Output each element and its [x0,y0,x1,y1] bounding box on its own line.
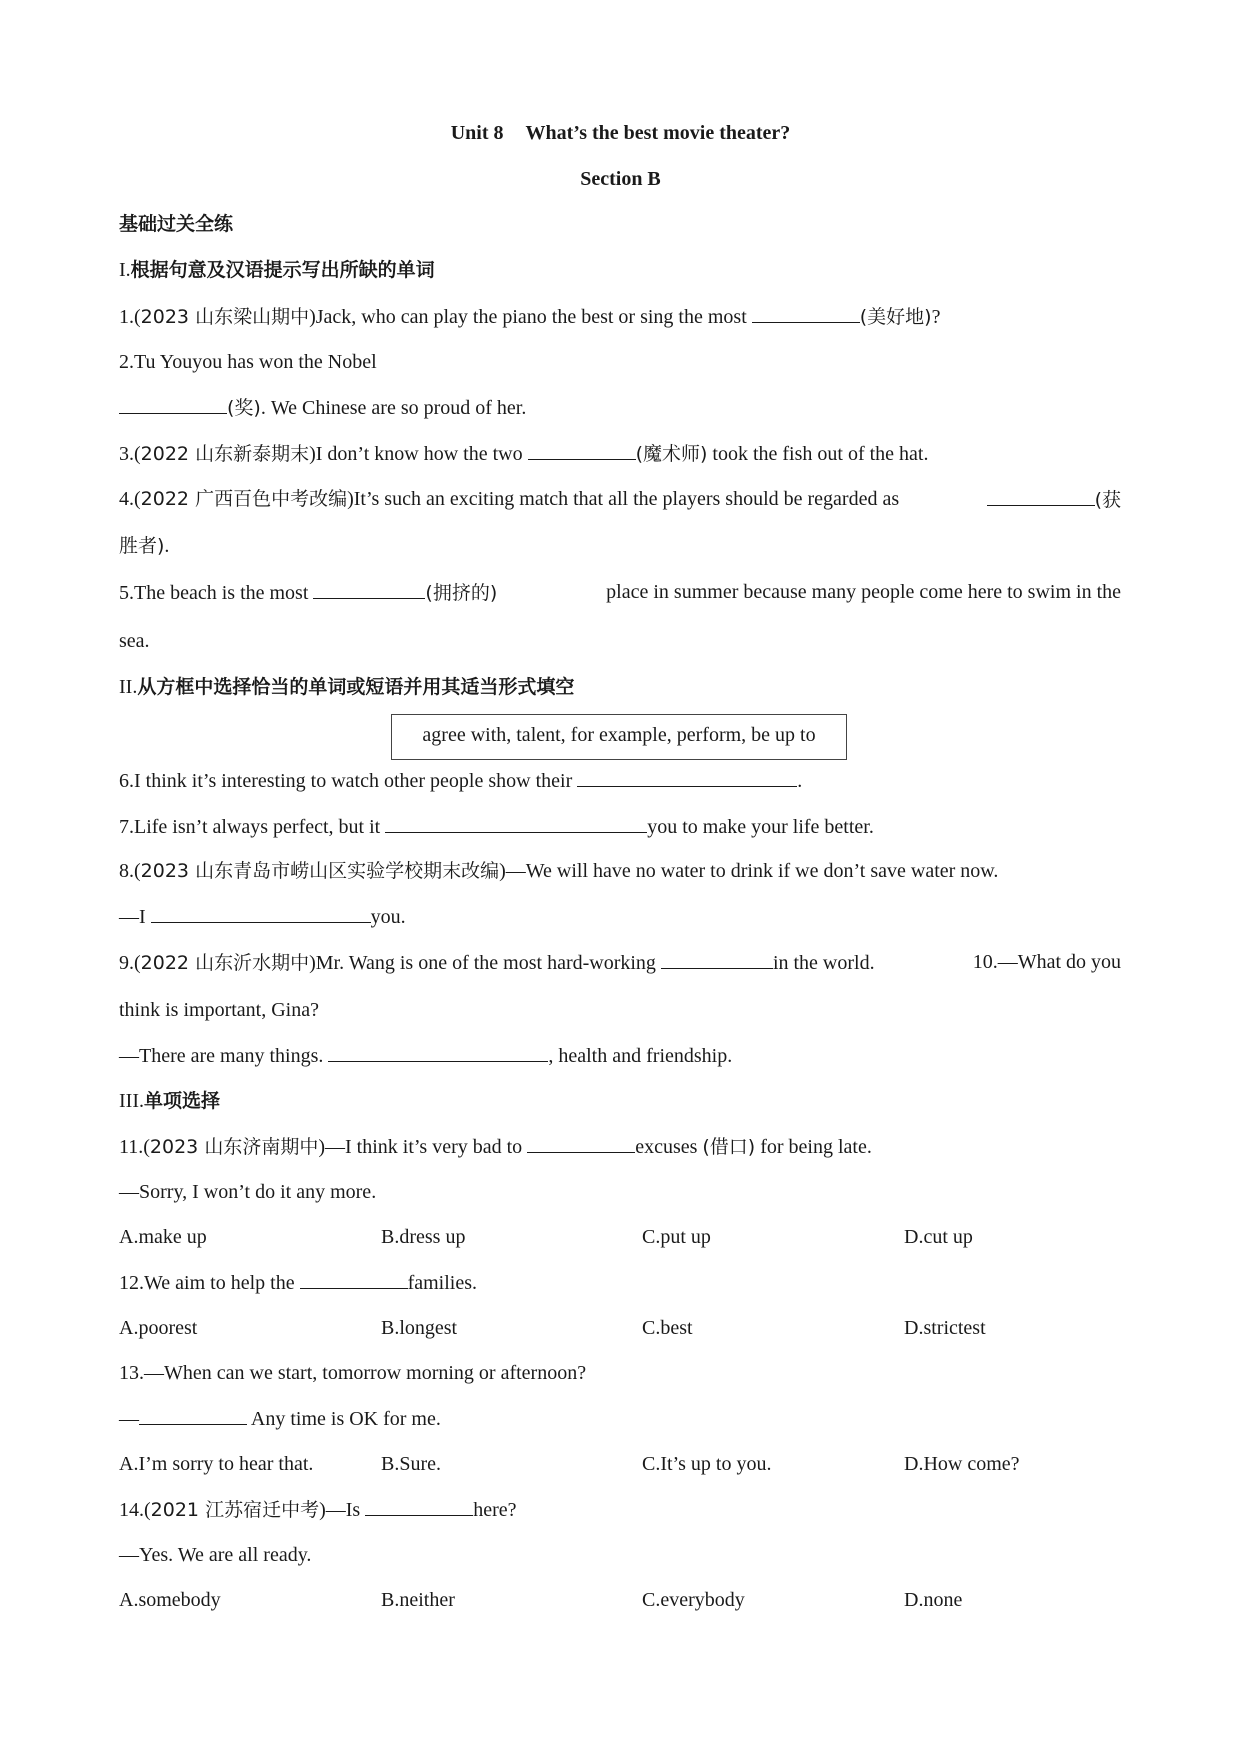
answer-blank[interactable] [365,1497,473,1516]
question-8-reply: —I you. [119,906,406,928]
word-bank-box: agree with, talent, for example, perform, be up to [391,714,847,760]
answer-blank[interactable] [661,950,773,969]
option-a[interactable]: A.somebody [119,1589,221,1611]
option-d[interactable]: D.strictest [904,1317,986,1339]
option-a[interactable]: A.I’m sorry to hear that. [119,1453,314,1475]
option-c[interactable]: C.best [642,1317,693,1339]
unit-heading: What’s the best movie theater? [525,122,791,144]
option-c[interactable]: C.put up [642,1226,711,1248]
option-d[interactable]: D.How come? [904,1453,1020,1475]
question-3: 3.(2022 山东新泰期末)I don’t know how the two (魔术师) took the fish out of the hat. [119,443,929,465]
answer-blank[interactable] [313,580,425,599]
question-8: 8.(2023 山东青岛市崂山区实验学校期末改编)—We will have no water to drink if we don’t save water now. [119,860,999,882]
answer-blank[interactable] [385,814,647,833]
option-b[interactable]: B.neither [381,1589,455,1611]
question-5: 5.The beach is the most (拥挤的) place in summer because many people come here to swim in the [119,581,1121,604]
unit-number: Unit 8 [450,122,504,144]
option-a[interactable]: A.poorest [119,1317,198,1339]
question-2: 2.Tu Youyou has won the Nobel [119,351,377,373]
question-10-reply: —There are many things. , health and friendship. [119,1045,733,1067]
unit-title [0,122,1241,145]
question-9: 9.(2022 山东沂水期中)Mr. Wang is one of the most hard-working in the world. 10.—What do you [119,951,1121,974]
option-b[interactable]: B.Sure. [381,1453,441,1475]
part3-heading: III.单项选择 [119,1090,220,1112]
question-1: 1.(2023 山东梁山期中)Jack, who can play the piano the best or sing the most (美好地)? [119,306,941,328]
answer-blank[interactable] [527,1134,635,1153]
section-title: Section B [580,168,661,190]
option-c[interactable]: C.everybody [642,1589,745,1611]
part1-heading: I.根据句意及汉语提示写出所缺的单词 [119,259,435,281]
option-a[interactable]: A.make up [119,1226,207,1248]
answer-blank[interactable] [139,1406,247,1425]
option-b[interactable]: B.dress up [381,1226,466,1248]
question-4-cont: 胜者). [119,535,170,557]
option-d[interactable]: D.cut up [904,1226,973,1248]
part2-heading: II.从方框中选择恰当的单词或短语并用其适当形式填空 [119,676,575,698]
question-6: 6.I think it’s interesting to watch other people show their . [119,770,803,792]
answer-blank[interactable] [119,395,227,414]
question-4: 4.(2022 广西百色中考改编)It’s such an exciting match that all the players should be regarded as (获 [119,488,1121,511]
answer-blank[interactable] [752,304,860,323]
question-14-reply: —Yes. We are all ready. [119,1544,312,1566]
question-10: think is important, Gina? [119,999,319,1021]
question-12: 12.We aim to help the families. [119,1272,478,1294]
question-2-cont: (奖). We Chinese are so proud of her. [119,395,526,420]
answer-blank[interactable] [151,904,371,923]
practice-heading: 基础过关全练 [119,213,234,235]
question-14: 14.(2021 江苏宿迁中考)—Is here? [119,1499,517,1521]
question-5-cont: sea. [119,630,150,652]
question-13-reply: — Any time is OK for me. [119,1408,441,1430]
answer-blank[interactable] [528,441,636,460]
option-b[interactable]: B.longest [381,1317,458,1339]
answer-blank[interactable] [300,1270,408,1289]
answer-blank[interactable] [987,487,1095,506]
question-7: 7.Life isn’t always perfect, but it you to make your life better. [119,816,874,838]
option-d[interactable]: D.none [904,1589,963,1611]
question-11: 11.(2023 山东济南期中)—I think it’s very bad to excuses (借口) for being late. [119,1136,872,1158]
answer-blank[interactable] [577,768,797,787]
option-c[interactable]: C.It’s up to you. [642,1453,772,1475]
question-11-reply: —Sorry, I won’t do it any more. [119,1181,377,1203]
answer-blank[interactable] [328,1043,548,1062]
question-13: 13.—When can we start, tomorrow morning or afternoon? [119,1362,587,1384]
